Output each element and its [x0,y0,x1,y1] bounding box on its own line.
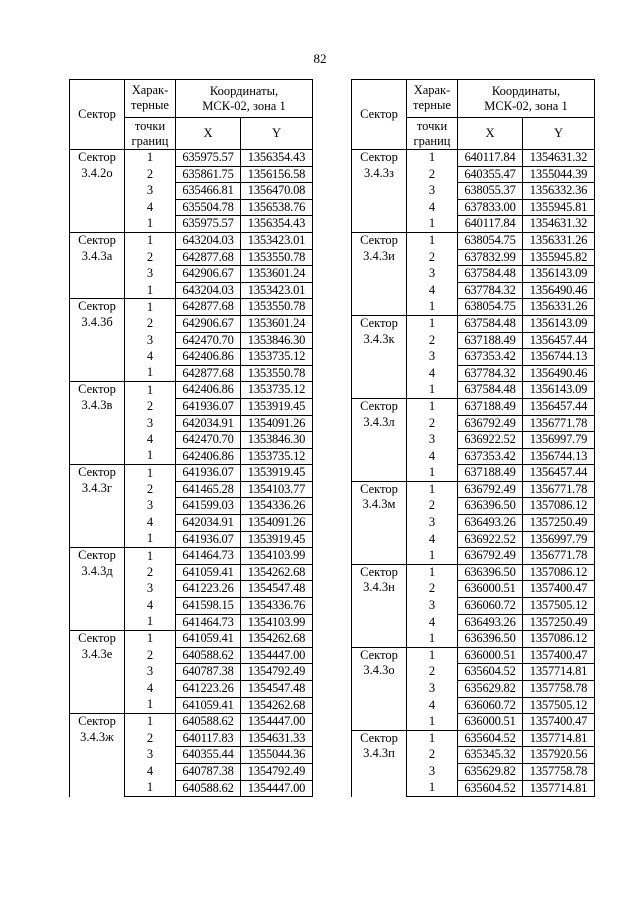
point-number: 4 [407,531,458,548]
point-number: 1 [407,465,458,482]
coord-y: 1356744.13 [523,448,595,465]
coord-x: 635604.52 [458,780,523,797]
coord-y: 1353550.78 [241,249,313,266]
point-number: 1 [125,282,176,299]
sector-name: Сектор 3.4.3и [352,232,407,315]
coord-x: 642906.67 [176,315,241,332]
coord-x: 637833.00 [458,199,523,216]
coord-x: 635975.57 [176,216,241,233]
sector-name: Сектор 3.4.3л [352,398,407,481]
point-number: 3 [125,498,176,515]
sector-name: Сектор 3.4.3г [70,465,125,548]
header-points-top: Харак- терные [131,83,169,112]
coord-x: 637188.49 [458,465,523,482]
coord-x: 637584.48 [458,382,523,399]
sector-name: Сектор 3.4.3д [70,548,125,631]
coord-y: 1354631.32 [523,150,595,167]
point-number: 1 [125,780,176,797]
table-row [70,150,313,167]
coord-y: 1353550.78 [241,299,313,316]
coord-y: 1355044.39 [523,166,595,183]
point-number: 2 [125,730,176,747]
point-number: 3 [407,515,458,532]
coord-y: 1356771.78 [523,481,595,498]
coord-x: 641223.26 [176,681,241,698]
table-row [352,481,595,498]
coord-x: 635975.57 [176,150,241,167]
coord-y: 1354262.68 [241,564,313,581]
coord-x: 636060.72 [458,697,523,714]
coord-y: 1356470.08 [241,183,313,200]
point-number: 4 [407,614,458,631]
table-row [70,382,313,399]
point-number: 3 [407,681,458,698]
coord-y: 1357400.47 [523,647,595,664]
coord-y: 1353550.78 [241,365,313,382]
coord-x: 637784.32 [458,365,523,382]
coord-x: 635629.82 [458,763,523,780]
coord-y: 1353919.45 [241,398,313,415]
coord-y: 1357714.81 [523,664,595,681]
coord-y: 1355945.81 [523,199,595,216]
coord-x: 637584.48 [458,266,523,283]
coord-y: 1354262.68 [241,631,313,648]
coord-x: 641464.73 [176,614,241,631]
point-number: 3 [407,266,458,283]
coord-x: 635629.82 [458,681,523,698]
point-number: 1 [125,448,176,465]
coord-y: 1356332.36 [523,183,595,200]
coord-y: 1357400.47 [523,714,595,731]
table-row [352,647,595,664]
coord-y: 1356156.58 [241,166,313,183]
coord-x: 641936.07 [176,465,241,482]
coord-x: 640117.84 [458,216,523,233]
coord-x: 636922.52 [458,531,523,548]
point-number: 4 [407,199,458,216]
coord-y: 1357250.49 [523,515,595,532]
coord-y: 1356143.09 [523,315,595,332]
coord-y: 1356143.09 [523,266,595,283]
coord-y: 1354547.48 [241,681,313,698]
coord-x: 638054.75 [458,232,523,249]
point-number: 1 [125,299,176,316]
coord-x: 641059.41 [176,697,241,714]
coord-x: 642406.86 [176,448,241,465]
point-number: 3 [125,664,176,681]
coord-x: 636396.50 [458,631,523,648]
coord-y: 1356997.79 [523,531,595,548]
coord-x: 642877.68 [176,299,241,316]
coord-y: 1354103.77 [241,481,313,498]
table-row [70,548,313,565]
point-number: 2 [125,249,176,266]
point-number: 1 [125,150,176,167]
point-number: 2 [407,747,458,764]
coord-x: 640117.84 [458,150,523,167]
coord-y: 1354091.26 [241,415,313,432]
table-row [352,730,595,747]
point-number: 3 [407,183,458,200]
point-number: 1 [407,714,458,731]
coord-y: 1357758.78 [523,681,595,698]
coord-x: 636493.26 [458,614,523,631]
point-number: 4 [125,515,176,532]
point-number: 1 [407,481,458,498]
coord-x: 637353.42 [458,448,523,465]
coord-y: 1353919.45 [241,465,313,482]
point-number: 1 [125,631,176,648]
point-number: 3 [125,183,176,200]
coord-y: 1353601.24 [241,266,313,283]
header-points-top: Харак- терные [413,83,451,112]
point-number: 4 [407,365,458,382]
coord-x: 641599.03 [176,498,241,515]
coord-y: 1356771.78 [523,548,595,565]
point-number: 3 [125,581,176,598]
coord-y: 1356538.76 [241,199,313,216]
point-number: 4 [125,349,176,366]
coord-y: 1354103.99 [241,548,313,565]
point-number: 1 [125,232,176,249]
point-number: 1 [407,647,458,664]
coord-y: 1353423.01 [241,282,313,299]
coord-y: 1353846.30 [241,432,313,449]
coord-x: 637353.42 [458,349,523,366]
coord-y: 1357758.78 [523,763,595,780]
point-number: 2 [125,647,176,664]
point-number: 2 [125,481,176,498]
point-number: 1 [407,232,458,249]
coord-x: 636493.26 [458,515,523,532]
point-number: 2 [407,498,458,515]
coord-x: 640117.83 [176,730,241,747]
coordinates-table-right [351,79,595,797]
coord-y: 1354792.49 [241,664,313,681]
coord-y: 1353601.24 [241,315,313,332]
point-number: 4 [125,199,176,216]
coord-x: 637584.48 [458,315,523,332]
point-number: 4 [125,432,176,449]
point-number: 1 [407,398,458,415]
point-number: 1 [125,697,176,714]
point-number: 1 [407,631,458,648]
coord-x: 640355.44 [176,747,241,764]
coord-y: 1356457.44 [523,398,595,415]
coord-x: 635861.75 [176,166,241,183]
point-number: 1 [125,614,176,631]
coord-x: 637188.49 [458,332,523,349]
table-row [70,714,313,731]
coord-x: 635604.52 [458,730,523,747]
point-number: 1 [407,780,458,797]
coord-y: 1356143.09 [523,382,595,399]
table-row [352,315,595,332]
point-number: 1 [125,382,176,399]
point-number: 3 [407,349,458,366]
point-number: 2 [407,166,458,183]
coord-x: 641598.15 [176,598,241,615]
coord-y: 1354262.68 [241,697,313,714]
sector-name: Сектор 3.4.2о [70,150,125,233]
table-row [70,232,313,249]
coord-x: 642877.68 [176,249,241,266]
coord-y: 1357086.12 [523,631,595,648]
header-coordinates: Координаты, МСК-02, зона 1 [176,80,313,118]
coord-y: 1357505.12 [523,697,595,714]
point-number: 1 [407,548,458,565]
coord-x: 642470.70 [176,332,241,349]
header-coordinates: Координаты, МСК-02, зона 1 [458,80,595,118]
coord-x: 640787.38 [176,763,241,780]
point-number: 1 [407,216,458,233]
coord-y: 1353846.30 [241,332,313,349]
coord-x: 640588.62 [176,647,241,664]
header-points-bottom: точки границ [407,117,457,149]
coord-x: 641059.41 [176,631,241,648]
table-row [352,150,595,167]
coord-x: 635345.32 [458,747,523,764]
coord-y: 1357714.81 [523,730,595,747]
point-number: 2 [407,249,458,266]
header-sector: Сектор [352,80,407,150]
coord-x: 642406.86 [176,382,241,399]
coord-x: 643204.03 [176,232,241,249]
coord-y: 1356457.44 [523,465,595,482]
coord-y: 1356744.13 [523,349,595,366]
sector-name: Сектор 3.4.3ж [70,714,125,797]
coord-x: 636792.49 [458,548,523,565]
coord-y: 1356771.78 [523,415,595,432]
point-number: 1 [125,216,176,233]
point-number: 3 [125,415,176,432]
coord-x: 638055.37 [458,183,523,200]
coord-x: 637832.99 [458,249,523,266]
sector-name: Сектор 3.4.3а [70,232,125,298]
point-number: 1 [407,150,458,167]
point-number: 2 [407,581,458,598]
coord-x: 637188.49 [458,398,523,415]
coord-x: 635504.78 [176,199,241,216]
coord-y: 1353735.12 [241,382,313,399]
coord-x: 643204.03 [176,282,241,299]
point-number: 1 [407,730,458,747]
coordinates-table-left [69,79,313,797]
coord-x: 642906.67 [176,266,241,283]
coord-y: 1356997.79 [523,432,595,449]
coord-y: 1357086.12 [523,498,595,515]
point-number: 4 [407,282,458,299]
sector-name: Сектор 3.4.3н [352,564,407,647]
table-row [352,232,595,249]
point-number: 1 [407,315,458,332]
point-number: 2 [125,315,176,332]
point-number: 2 [407,332,458,349]
coord-x: 641223.26 [176,581,241,598]
sector-name: Сектор 3.4.3е [70,631,125,714]
point-number: 1 [125,548,176,565]
coord-y: 1354547.48 [241,581,313,598]
coord-y: 1356331.26 [523,232,595,249]
table-row [70,299,313,316]
coord-x: 636922.52 [458,432,523,449]
coord-x: 642034.91 [176,515,241,532]
coord-x: 641936.07 [176,531,241,548]
header-boundary-points [125,80,176,150]
coord-x: 636396.50 [458,498,523,515]
header-points-bottom: точки границ [125,117,175,149]
coord-y: 1354336.76 [241,598,313,615]
coord-y: 1354336.26 [241,498,313,515]
point-number: 3 [407,432,458,449]
coord-x: 640787.38 [176,664,241,681]
table-row [70,465,313,482]
header-y: Y [241,118,313,150]
coord-y: 1355044.36 [241,747,313,764]
sector-name: Сектор 3.4.3п [352,730,407,796]
page-number: 82 [313,51,327,66]
coord-x: 642470.70 [176,432,241,449]
coord-x: 635604.52 [458,664,523,681]
coord-x: 640355.47 [458,166,523,183]
coord-x: 642034.91 [176,415,241,432]
point-number: 3 [407,598,458,615]
point-number: 1 [125,365,176,382]
point-number: 4 [407,448,458,465]
coord-y: 1357920.56 [523,747,595,764]
point-number: 3 [407,763,458,780]
coord-y: 1357714.81 [523,780,595,797]
coord-y: 1354103.99 [241,614,313,631]
coord-y: 1357400.47 [523,581,595,598]
point-number: 2 [125,166,176,183]
coord-x: 641059.41 [176,564,241,581]
point-number: 3 [125,266,176,283]
coord-y: 1354447.00 [241,647,313,664]
coord-x: 636000.51 [458,581,523,598]
point-number: 3 [125,332,176,349]
coord-y: 1356490.46 [523,365,595,382]
coord-x: 636000.51 [458,647,523,664]
coord-x: 636060.72 [458,598,523,615]
coord-x: 636000.51 [458,714,523,731]
sector-name: Сектор 3.4.3б [70,299,125,382]
coord-y: 1356331.26 [523,299,595,316]
point-number: 1 [125,531,176,548]
point-number: 2 [407,415,458,432]
table-row [70,631,313,648]
coord-y: 1357086.12 [523,564,595,581]
coord-x: 641936.07 [176,398,241,415]
coord-y: 1356354.43 [241,216,313,233]
header-x: X [176,118,241,150]
coord-y: 1354631.33 [241,730,313,747]
coord-y: 1353919.45 [241,531,313,548]
point-number: 1 [407,382,458,399]
point-number: 4 [407,697,458,714]
point-number: 2 [125,398,176,415]
sector-name: Сектор 3.4.3з [352,150,407,233]
table-row [352,564,595,581]
coord-y: 1354792.49 [241,763,313,780]
coord-y: 1354631.32 [523,216,595,233]
coord-y: 1354447.00 [241,780,313,797]
coord-y: 1356354.43 [241,150,313,167]
coord-y: 1353735.12 [241,349,313,366]
coord-y: 1353423.01 [241,232,313,249]
sector-name: Сектор 3.4.3к [352,315,407,398]
point-number: 1 [407,299,458,316]
coord-y: 1354447.00 [241,714,313,731]
sector-name: Сектор 3.4.3о [352,647,407,730]
table-left-body [70,150,313,797]
coord-x: 636396.50 [458,564,523,581]
sector-name: Сектор 3.4.3м [352,481,407,564]
coord-y: 1355945.82 [523,249,595,266]
point-number: 1 [125,714,176,731]
header-boundary-points [407,80,458,150]
coord-x: 637784.32 [458,282,523,299]
coord-x: 640588.62 [176,780,241,797]
header-sector: Сектор [70,80,125,150]
coord-x: 638054.75 [458,299,523,316]
point-number: 3 [125,747,176,764]
point-number: 2 [125,564,176,581]
coord-y: 1354091.26 [241,515,313,532]
coord-x: 642406.86 [176,349,241,366]
header-y: Y [523,118,595,150]
coord-x: 636792.49 [458,415,523,432]
coord-x: 642877.68 [176,365,241,382]
point-number: 2 [407,664,458,681]
point-number: 1 [407,564,458,581]
table-right-body [352,150,595,797]
table-row [352,398,595,415]
point-number: 1 [125,465,176,482]
coord-y: 1357250.49 [523,614,595,631]
point-number: 4 [125,763,176,780]
header-x: X [458,118,523,150]
coord-y: 1357505.12 [523,598,595,615]
coord-y: 1356457.44 [523,332,595,349]
point-number: 4 [125,681,176,698]
point-number: 4 [125,598,176,615]
coord-x: 636792.49 [458,481,523,498]
coord-x: 641465.28 [176,481,241,498]
coord-x: 640588.62 [176,714,241,731]
coord-x: 641464.73 [176,548,241,565]
coord-y: 1353735.12 [241,448,313,465]
sector-name: Сектор 3.4.3в [70,382,125,465]
coord-y: 1356490.46 [523,282,595,299]
coord-x: 635466.81 [176,183,241,200]
